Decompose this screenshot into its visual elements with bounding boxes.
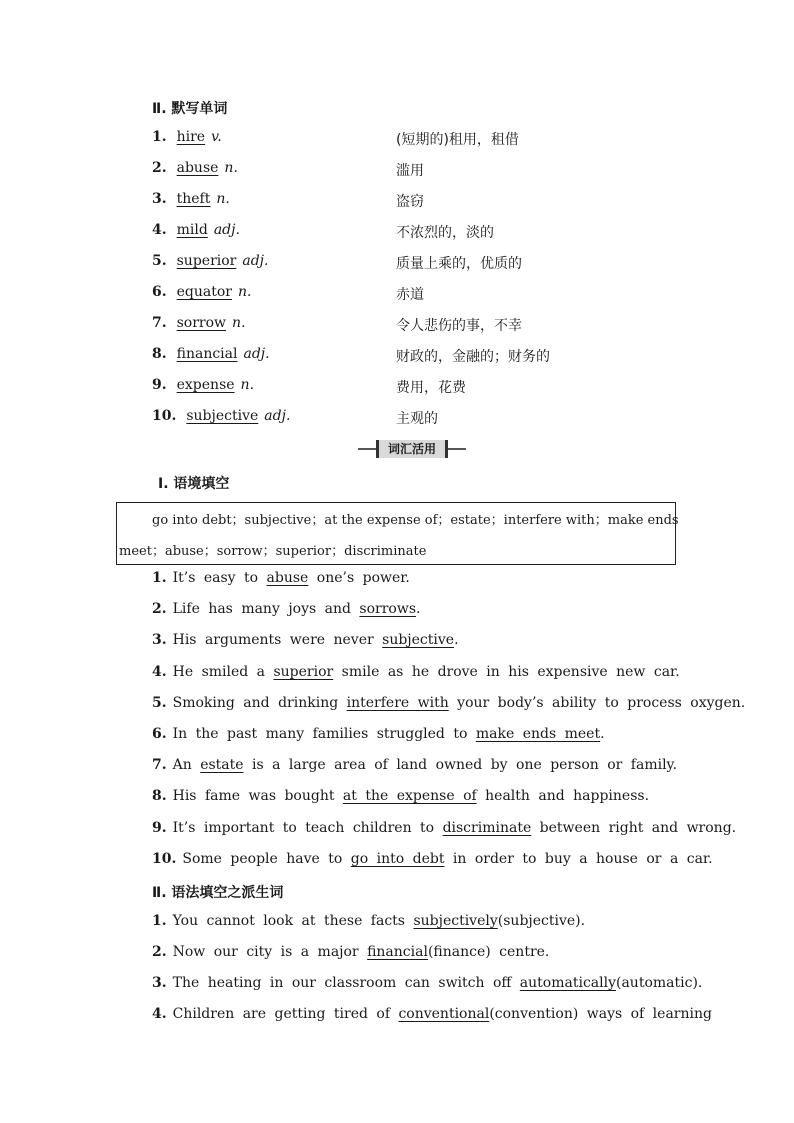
item-number: 1. <box>152 913 167 929</box>
sentence-prefix: Life has many joys and <box>172 601 360 618</box>
sentence-item <box>152 851 713 867</box>
dictation-item <box>152 222 240 238</box>
part-of-speech: adj. <box>243 346 270 362</box>
dictation-item <box>152 129 222 145</box>
answer-word: mild <box>176 222 208 238</box>
dictation-item <box>152 408 290 424</box>
sentence-prefix: His fame was bought <box>172 788 343 805</box>
vocab-usage-banner <box>358 440 466 458</box>
answer-blank: superior <box>273 663 334 680</box>
item-number: 6. <box>152 284 167 300</box>
dictation-item <box>152 346 270 362</box>
dictation-item <box>152 160 238 176</box>
sentence-item <box>152 975 702 991</box>
sentence-prefix: It’s important to teach children to <box>172 819 443 836</box>
sentence-suffix: between right and wrong. <box>531 819 737 836</box>
item-number: 5. <box>152 694 167 711</box>
sentence-item <box>152 913 585 929</box>
sentence-item <box>152 664 680 680</box>
sentence-prefix: He smiled a <box>172 663 274 680</box>
answer-word: theft <box>176 191 211 207</box>
answer-blank: estate <box>200 757 244 774</box>
item-number: 4. <box>152 1006 167 1022</box>
answer-word: expense <box>176 377 235 393</box>
section-title-context: Ⅰ. 语境填空 <box>158 476 230 492</box>
sentence-suffix: (automatic). <box>616 975 703 991</box>
answer-word: financial <box>176 346 238 362</box>
dictation-item <box>152 253 268 269</box>
part-of-speech: adj. <box>242 253 269 269</box>
sentence-prefix: Children are getting tired of <box>172 1006 399 1022</box>
answer-blank: interfere with <box>346 694 449 711</box>
sentence-suffix: . <box>416 601 421 618</box>
section-title-dictation: Ⅱ. 默写单词 <box>152 101 228 117</box>
answer-word: hire <box>176 129 206 145</box>
item-number: 2. <box>152 160 167 176</box>
sentence-prefix: His arguments were never <box>172 632 383 649</box>
item-number: 1. <box>152 570 167 586</box>
sentence-suffix: (convention) ways of learning <box>489 1006 712 1022</box>
answer-word: superior <box>176 253 237 269</box>
item-number: 2. <box>152 601 167 618</box>
part-of-speech: n. <box>224 160 238 176</box>
sentence-prefix: In the past many families struggled to <box>172 726 476 742</box>
item-number: 1. <box>152 129 167 145</box>
item-number: 5. <box>152 253 167 269</box>
sentence-prefix: It’s easy to <box>172 570 267 586</box>
part-of-speech: adj. <box>213 222 240 238</box>
answer-blank: conventional <box>398 1006 490 1022</box>
sentence-item <box>152 632 459 648</box>
sentence-suffix: . <box>600 726 605 742</box>
banner-label: 词汇活用 <box>376 440 448 458</box>
part-of-speech: n. <box>237 284 252 300</box>
dictation-item <box>152 315 246 331</box>
answer-blank: make ends meet <box>475 726 601 742</box>
dictation-item <box>152 284 251 300</box>
item-number: 6. <box>152 726 167 742</box>
answer-word: sorrow <box>176 315 227 331</box>
sentence-prefix: Some people have to <box>182 850 351 867</box>
sentence-item <box>152 757 677 773</box>
sentence-prefix: An <box>172 757 201 774</box>
chinese-meaning: (短期的)租用，租借 <box>396 132 519 148</box>
sentence-suffix: health and happiness. <box>476 788 650 805</box>
chinese-meaning: 滥用 <box>396 163 424 179</box>
chinese-meaning: 盗窃 <box>396 194 424 210</box>
answer-word: equator <box>176 284 232 300</box>
sentence-item <box>152 944 549 960</box>
item-number: 3. <box>152 632 167 649</box>
chinese-meaning: 财政的，金融的；财务的 <box>396 349 550 365</box>
sentence-prefix: Now our city is a major <box>172 944 368 960</box>
answer-blank: at the expense of <box>342 788 477 805</box>
item-number: 9. <box>152 819 167 836</box>
banner-right-bar <box>448 448 466 450</box>
sentence-item <box>152 788 649 804</box>
word-bank-line-1: go into debt；subjective；at the expense of；estate；interfere with；make ends <box>152 513 679 528</box>
sentence-suffix: . <box>454 632 459 649</box>
sentence-item <box>152 570 410 586</box>
dictation-item <box>152 191 230 207</box>
word-bank-line-2: meet；abuse；sorrow；superior；discriminate <box>119 544 427 559</box>
chinese-meaning: 令人悲伤的事，不幸 <box>396 318 522 334</box>
part-of-speech: v. <box>211 129 222 145</box>
sentence-item <box>152 820 736 836</box>
item-number: 3. <box>152 975 167 991</box>
item-number: 10. <box>152 408 177 424</box>
banner-left-bar <box>358 448 376 450</box>
answer-word: subjective <box>186 408 259 424</box>
answer-blank: financial <box>367 944 428 960</box>
item-number: 4. <box>152 663 167 680</box>
sentence-item <box>152 1006 712 1022</box>
answer-blank: sorrows <box>359 601 417 618</box>
dictation-item <box>152 377 254 393</box>
word-bank-box <box>116 502 679 565</box>
sentence-prefix: You cannot look at these facts <box>172 913 414 929</box>
sentence-suffix: in order to buy a house or a car. <box>444 850 713 867</box>
sentence-suffix: your body’s ability to process oxygen. <box>448 694 746 711</box>
sentence-prefix: Smoking and drinking <box>172 694 347 711</box>
sentence-suffix: smile as he drove in his expensive new car. <box>333 663 680 680</box>
part-of-speech: n. <box>232 315 246 331</box>
item-number: 8. <box>152 788 167 805</box>
chinese-meaning: 费用，花费 <box>396 380 466 396</box>
chinese-meaning: 主观的 <box>396 411 438 427</box>
sentence-suffix: (subjective). <box>497 913 586 929</box>
answer-blank: automatically <box>519 975 616 991</box>
answer-blank: go into debt <box>350 850 445 867</box>
part-of-speech: n. <box>216 191 230 207</box>
answer-word: abuse <box>176 160 219 176</box>
sentence-suffix: (finance) centre. <box>427 944 550 960</box>
sentence-suffix: one’s power. <box>308 570 410 586</box>
chinese-meaning: 质量上乘的，优质的 <box>396 256 522 272</box>
part-of-speech: adj. <box>264 408 291 424</box>
item-number: 2. <box>152 944 167 960</box>
sentence-prefix: The heating in our classroom can switch off <box>172 975 520 991</box>
sentence-item <box>152 726 605 742</box>
section-title-grammar: Ⅱ. 语法填空之派生词 <box>152 885 284 901</box>
item-number: 9. <box>152 377 167 393</box>
chinese-meaning: 不浓烈的，淡的 <box>396 225 494 241</box>
sentence-item <box>152 695 745 711</box>
answer-blank: abuse <box>266 570 309 586</box>
sentence-item <box>152 601 420 617</box>
answer-blank: subjectively <box>413 913 498 929</box>
item-number: 3. <box>152 191 167 207</box>
item-number: 10. <box>152 850 177 867</box>
item-number: 7. <box>152 757 167 774</box>
answer-blank: subjective <box>382 632 455 649</box>
chinese-meaning: 赤道 <box>396 287 424 303</box>
item-number: 4. <box>152 222 167 238</box>
sentence-suffix: is a large area of land owned by one person or family. <box>243 757 678 774</box>
item-number: 8. <box>152 346 167 362</box>
part-of-speech: n. <box>240 377 255 393</box>
item-number: 7. <box>152 315 167 331</box>
answer-blank: discriminate <box>442 819 532 836</box>
